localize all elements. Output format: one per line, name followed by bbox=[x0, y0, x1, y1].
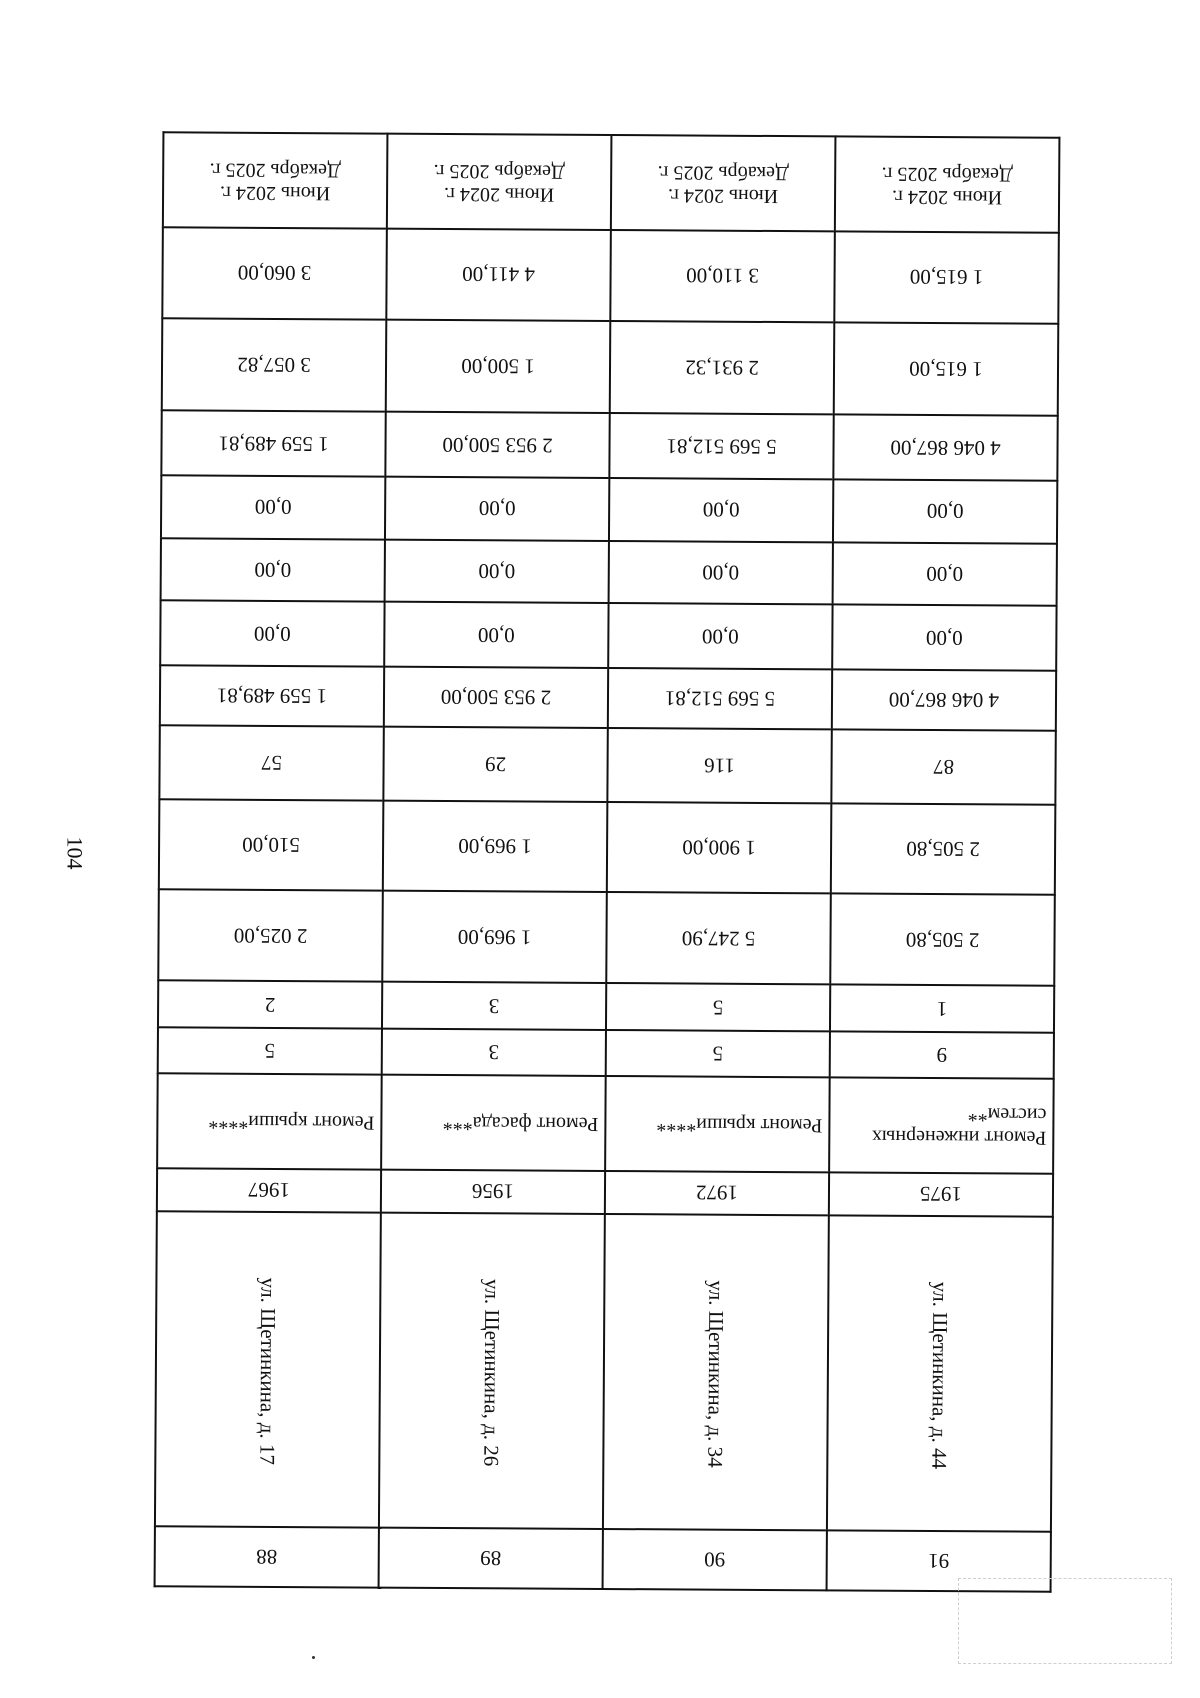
cell-address bbox=[379, 1212, 605, 1528]
cell-address bbox=[827, 1215, 1053, 1531]
cell-col9: 0,00 bbox=[833, 480, 1057, 544]
cell-col10: 5 569 512,81 bbox=[609, 413, 833, 479]
cell-col8: 0,00 bbox=[161, 538, 385, 602]
cell-number: 88 bbox=[155, 1526, 379, 1588]
address-text: ул. Щетинкина, д. 34 bbox=[703, 1280, 729, 1469]
cell-period: Июнь 2024 г. Декабрь 2025 г. bbox=[163, 132, 388, 228]
cell-col6: 5 569 512,81 bbox=[608, 668, 832, 730]
cell-col10: 4 046 867,00 bbox=[833, 415, 1057, 481]
address-text: ул. Щетинкина, д. 44 bbox=[927, 1281, 953, 1470]
cell-col1: 3 bbox=[382, 1029, 606, 1076]
cell-address bbox=[603, 1214, 829, 1530]
row-col2 bbox=[158, 980, 1054, 1033]
cell-col3: 1 969,00 bbox=[382, 891, 607, 983]
row-work-type bbox=[157, 1073, 1054, 1173]
cell-col5: 87 bbox=[831, 730, 1055, 805]
cell-number: 89 bbox=[379, 1527, 603, 1589]
cell-col8: 0,00 bbox=[385, 539, 609, 603]
cell-col2: 5 bbox=[606, 983, 830, 1032]
cell-col9: 0,00 bbox=[609, 478, 833, 542]
cell-col11: 1 615,00 bbox=[834, 322, 1059, 416]
cell-col11: 2 931,32 bbox=[610, 321, 835, 415]
cell-col12: 4 411,00 bbox=[386, 229, 611, 321]
cell-col3: 2 025,00 bbox=[158, 890, 383, 982]
row-col5 bbox=[159, 726, 1055, 805]
cell-col7: 0,00 bbox=[160, 601, 384, 667]
row-period bbox=[163, 132, 1060, 233]
row-col7 bbox=[160, 601, 1056, 671]
cell-col12: 3 110,00 bbox=[610, 230, 835, 322]
cell-col12: 3 060,00 bbox=[162, 227, 387, 319]
cell-col1: 5 bbox=[158, 1028, 382, 1075]
cell-col11: 3 057,82 bbox=[162, 318, 387, 412]
cell-year: 1956 bbox=[381, 1169, 605, 1214]
cell-year: 1972 bbox=[605, 1171, 829, 1216]
cell-col5: 116 bbox=[607, 728, 831, 803]
cell-col7: 0,00 bbox=[384, 602, 608, 668]
cell-col3: 5 247,90 bbox=[606, 892, 831, 984]
row-col4 bbox=[159, 799, 1056, 895]
row-col9 bbox=[161, 475, 1057, 543]
page-number: 104 bbox=[62, 836, 88, 870]
row-col1 bbox=[158, 1028, 1054, 1079]
row-address bbox=[155, 1211, 1053, 1531]
cell-col2: 2 bbox=[158, 980, 382, 1029]
cell-col1: 9 bbox=[830, 1032, 1054, 1079]
row-col3 bbox=[158, 890, 1055, 986]
row-col11 bbox=[162, 318, 1059, 416]
cell-address bbox=[155, 1211, 381, 1527]
scan-stamp-mark bbox=[958, 1578, 1172, 1664]
cell-work-type: Ремонт крыши**** bbox=[157, 1073, 382, 1169]
cell-col4: 2 505,80 bbox=[831, 803, 1056, 895]
cell-col6: 2 953 500,00 bbox=[384, 667, 608, 729]
cell-col7: 0,00 bbox=[608, 603, 832, 669]
cell-col10: 1 559 489,81 bbox=[161, 411, 385, 477]
cell-col5: 29 bbox=[383, 727, 607, 802]
cell-period: Июнь 2024 г. Декабрь 2025 г. bbox=[387, 134, 612, 230]
cell-col1: 5 bbox=[606, 1030, 830, 1077]
cell-col12: 1 615,00 bbox=[834, 231, 1059, 323]
cell-col8: 0,00 bbox=[609, 541, 833, 605]
cell-col4: 510,00 bbox=[159, 799, 384, 891]
row-col10 bbox=[161, 411, 1057, 481]
scan-dot bbox=[312, 1656, 315, 1659]
cell-col4: 1 969,00 bbox=[383, 800, 608, 892]
cell-col11: 1 500,00 bbox=[386, 319, 611, 413]
cell-col10: 2 953 500,00 bbox=[385, 412, 609, 478]
cell-col5: 57 bbox=[159, 726, 383, 801]
cell-col6: 4 046 867,00 bbox=[832, 669, 1056, 731]
cell-number: 91 bbox=[827, 1530, 1051, 1592]
cell-col2: 3 bbox=[382, 981, 606, 1030]
cell-col7: 0,00 bbox=[832, 605, 1056, 671]
row-col6 bbox=[160, 665, 1056, 731]
cell-period: Июнь 2024 г. Декабрь 2025 г. bbox=[611, 135, 836, 231]
cell-work-type: Ремонт крыши**** bbox=[605, 1076, 830, 1172]
cell-col2: 1 bbox=[830, 984, 1054, 1033]
row-col12 bbox=[162, 227, 1059, 323]
address-text: ул. Щетинкина, д. 17 bbox=[255, 1277, 281, 1466]
cell-year: 1967 bbox=[157, 1168, 381, 1213]
cell-col4: 1 900,00 bbox=[607, 802, 832, 894]
address-text: ул. Щетинкина, д. 26 bbox=[479, 1279, 505, 1467]
cell-col8: 0,00 bbox=[833, 542, 1057, 606]
row-number bbox=[155, 1526, 1051, 1592]
row-col8 bbox=[161, 538, 1057, 606]
cell-col9: 0,00 bbox=[161, 475, 385, 539]
cell-col9: 0,00 bbox=[385, 477, 609, 541]
cell-work-type: Ремонт инженерных систем** bbox=[829, 1077, 1054, 1173]
cell-number: 90 bbox=[603, 1529, 827, 1591]
cell-year: 1975 bbox=[829, 1172, 1053, 1217]
cell-col3: 2 505,80 bbox=[830, 894, 1055, 986]
cell-col6: 1 559 489,81 bbox=[160, 665, 384, 727]
cell-period: Июнь 2024 г. Декабрь 2025 г. bbox=[835, 136, 1060, 232]
row-year bbox=[157, 1168, 1053, 1217]
cell-work-type: Ремонт фасада*** bbox=[381, 1074, 606, 1170]
repair-schedule-table bbox=[154, 131, 1061, 1592]
